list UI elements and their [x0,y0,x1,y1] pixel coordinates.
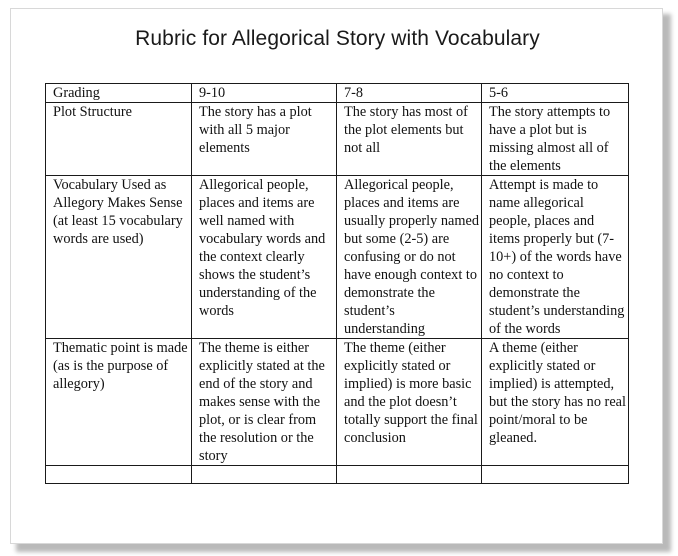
header-7-8: 7-8 [337,84,482,103]
table-row [46,103,629,176]
header-9-10: 9-10 [192,84,337,103]
criterion-cell: Plot Structure [46,103,192,176]
score-cell: Allegorical people, places and items are usually properly named but some (2-5) are confusing or do not have enough context to demonstrate the student’s understanding [337,176,482,339]
table-header-row [46,84,629,103]
score-cell: A theme (either explicitly stated or implied) is attempted, but the story has no real point/moral to be gleaned. [482,339,629,466]
empty-table-row [46,466,629,484]
score-cell: Attempt is made to name allegorical people, places and items properly but (7-10+) of the words have no context to demonstrate the student’s understanding of the words [482,176,629,339]
page-title: Rubric for Allegorical Story with Vocabulary [135,27,540,50]
rubric-table [45,83,629,484]
criterion-cell: Vocabulary Used as Allegory Makes Sense (at least 15 vocabulary words are used) [46,176,192,339]
score-cell: Allegorical people, places and items are well named with vocabulary words and the context clearly shows the student’s understanding of the words [192,176,337,339]
score-cell: The story attempts to have a plot but is missing almost all of the elements [482,103,629,176]
empty-cell [482,466,629,484]
score-cell: The theme is either explicitly stated at the end of the story and makes sense with the plot, or is clear from the resolution or the story [192,339,337,466]
score-cell: The story has most of the plot elements but not all [337,103,482,176]
header-grading: Grading [46,84,192,103]
table-row [46,339,629,466]
score-cell: The story has a plot with all 5 major elements [192,103,337,176]
empty-cell [192,466,337,484]
empty-cell [46,466,192,484]
empty-cell [337,466,482,484]
header-5-6: 5-6 [482,84,629,103]
criterion-cell: Thematic point is made (as is the purpose of allegory) [46,339,192,466]
rubric-page [10,8,663,544]
table-row [46,176,629,339]
score-cell: The theme (either explicitly stated or implied) is more basic and the plot doesn’t totally support the final conclusion [337,339,482,466]
